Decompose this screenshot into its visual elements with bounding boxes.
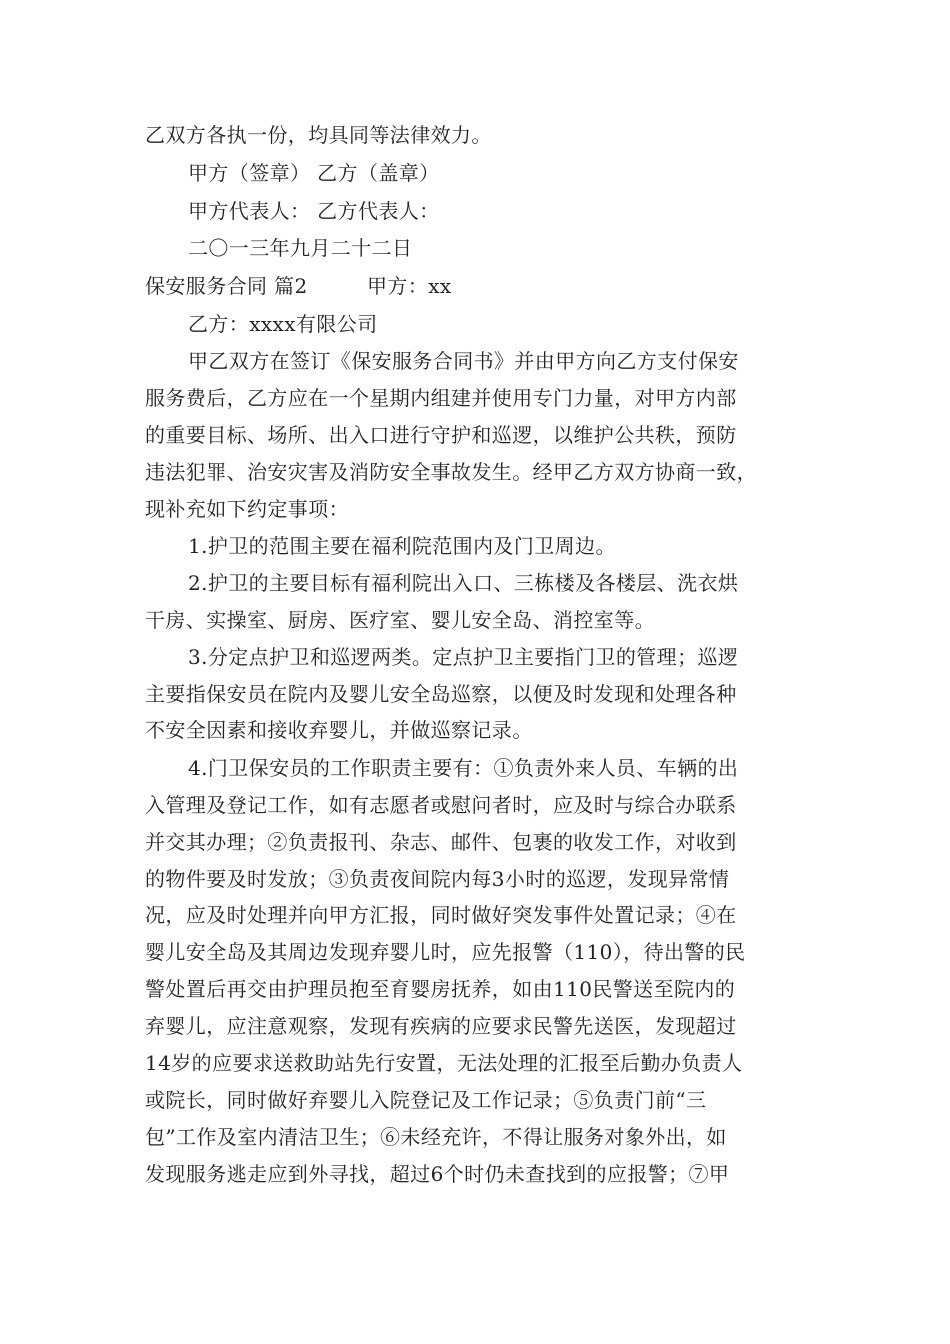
paragraph-line: 现补充如下约定事项： [145, 497, 349, 521]
paragraph-line: 服务费后，乙方应在一个星期内组建并使用专门力量，对甲方内部 [145, 386, 737, 410]
clause-4-line: 婴儿安全岛及其周边发现弃婴儿时，应先报警（110），待出警的民 [145, 940, 746, 964]
clause-4-line: 警处置后再交由护理员抱至育婴房抚养，如由110民警送至院内的 [145, 977, 736, 1001]
clause-4-line: 并交其办理；②负责报刊、杂志、邮件、包裹的收发工作，对收到 [145, 830, 737, 854]
clause-4-line: 发现服务逃走应到外寻找，超过6个时仍未查找到的应报警；⑦甲 [145, 1162, 730, 1186]
signature-line: 甲方（签章） 乙方（盖章） [188, 161, 440, 185]
paragraph-line: 甲乙双方在签订《保安服务合同书》并由甲方向乙方支付保安 [188, 349, 739, 373]
representative-line: 甲方代表人： 乙方代表人： [188, 199, 440, 223]
clause-4-line: 14岁的应要求送救助站先行安置，无法处理的汇报至后勤办负责人 [145, 1051, 743, 1075]
paragraph-line: 违法犯罪、治安灾害及消防安全事故发生。经甲乙方双方协商一致， [145, 460, 757, 484]
paragraph-line: 的重要目标、场所、出入口进行守护和巡逻，以维护公共秩，预防 [145, 423, 737, 447]
text-line: 乙双方各执一份，均具同等法律效力。 [145, 123, 492, 147]
party-a-line: 甲方：xx [367, 274, 452, 298]
clause-3-line: 主要指保安员在院内及婴儿安全岛巡察，以便及时发现和处理各种 [145, 682, 737, 706]
clause-4-line: 弃婴儿，应注意观察，发现有疾病的应要求民警先送医，发现超过 [145, 1014, 737, 1038]
clause-2: 2.护卫的主要目标有福利院出入口、三栋楼及各楼层、洗衣烘 [188, 571, 739, 595]
clause-1: 1.护卫的范围主要在福利院范围内及门卫周边。 [188, 534, 616, 558]
clause-4: 4.门卫保安员的工作职责主要有：①负责外来人员、车辆的出 [188, 756, 739, 780]
clause-3-line: 不安全因素和接收弃婴儿，并做巡察记录。 [145, 718, 533, 742]
date-line: 二〇一三年九月二十二日 [188, 236, 413, 260]
contract-title: 保安服务合同 篇2 [145, 274, 308, 298]
clause-4-line: 入管理及登记工作，如有志愿者或慰问者时，应及时与综合办联系 [145, 793, 737, 817]
clause-4-line: 或院长，同时做好弃婴儿入院登记及工作记录；⑤负责门前“三 [145, 1088, 707, 1112]
clause-4-line: 包”工作及室内清洁卫生；⑥未经充许，不得让服务对象外出，如 [145, 1125, 727, 1149]
clause-4-line: 况，应及时处理并向甲方汇报，同时做好突发事件处置记录；④在 [145, 903, 737, 927]
contract-heading [145, 272, 825, 300]
clause-3: 3.分定点护卫和巡逻两类。定点护卫主要指门卫的管理；巡逻 [188, 645, 739, 669]
party-b-line: 乙方：xxxx有限公司 [188, 312, 378, 336]
clause-2-line: 干房、实操室、厨房、医疗室、婴儿安全岛、消控室等。 [145, 608, 655, 632]
clause-4-line: 的物件要及时发放；③负责夜间院内每3小时的巡逻，发现异常情 [145, 867, 730, 891]
